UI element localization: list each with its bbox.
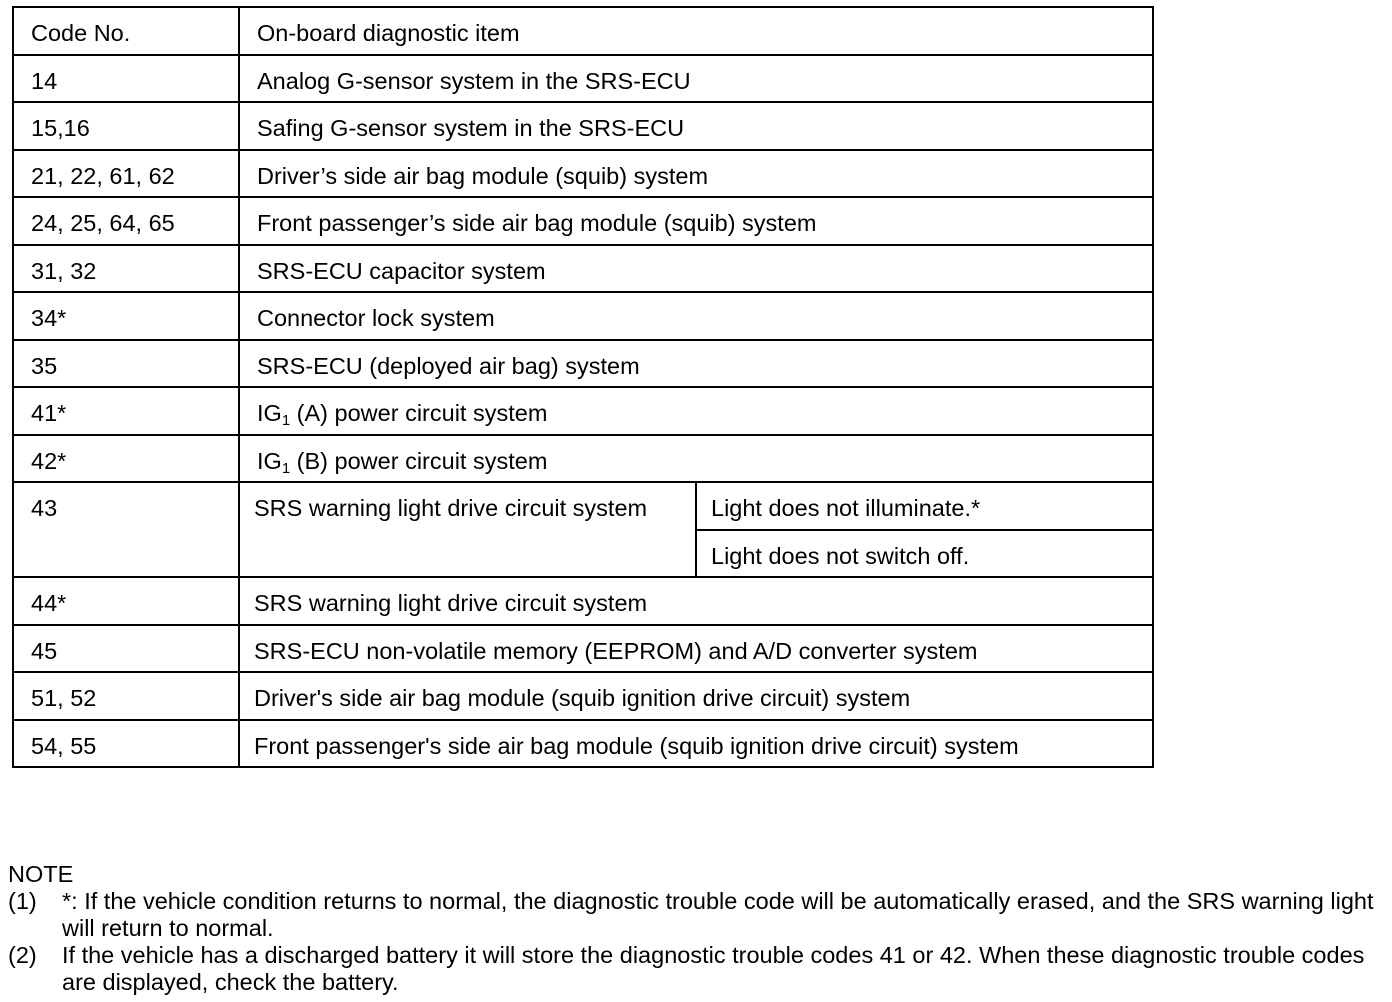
- code-cell: 42*: [13, 435, 239, 483]
- code-cell: 15,16: [13, 102, 239, 150]
- item-cell: Front passenger’s side air bag module (squib) system: [239, 197, 1153, 245]
- item-cell: Driver’s side air bag module (squib) system: [239, 150, 1153, 198]
- table-row: [13, 55, 1153, 103]
- item-prefix: IG: [257, 400, 282, 426]
- table-row: [13, 720, 1153, 768]
- table-row: [13, 340, 1153, 388]
- item-cell: Analog G-sensor system in the SRS-ECU: [239, 55, 1153, 103]
- item-cell: SRS-ECU (deployed air bag) system: [239, 340, 1153, 388]
- table-row: [13, 672, 1153, 720]
- code-cell: 45: [13, 625, 239, 673]
- table-row: [13, 197, 1153, 245]
- table-row: [13, 102, 1153, 150]
- item-cell: Driver's side air bag module (squib ignition drive circuit) system: [239, 672, 1153, 720]
- item-subscript: 1: [281, 412, 291, 429]
- note-section: [8, 861, 1388, 996]
- table-row: [13, 387, 1153, 435]
- note-heading: NOTE: [8, 861, 74, 887]
- code-cell: 54, 55: [13, 720, 239, 768]
- code-cell: 24, 25, 64, 65: [13, 197, 239, 245]
- item-cell: [239, 435, 1153, 483]
- diagnostic-code-table: [12, 6, 1154, 768]
- code-cell: 34*: [13, 292, 239, 340]
- item-prefix: IG: [257, 447, 282, 474]
- table-row: [13, 577, 1153, 625]
- code-cell: 14: [13, 55, 239, 103]
- note-number: (1): [8, 888, 37, 914]
- table-row: [13, 482, 1153, 530]
- item-cell: Safing G-sensor system in the SRS-ECU: [239, 102, 1153, 150]
- table-row: [13, 150, 1153, 198]
- code-cell: 31, 32: [13, 245, 239, 293]
- item-cell: [239, 387, 1153, 435]
- item-cell: Connector lock system: [239, 292, 1153, 340]
- table-row: [13, 245, 1153, 293]
- item-cell: SRS-ECU capacitor system: [239, 245, 1153, 293]
- note-item: [8, 942, 1388, 996]
- item-cell: SRS warning light drive circuit system: [239, 482, 696, 577]
- table-header-row: [13, 7, 1153, 55]
- header-item: On-board diagnostic item: [239, 7, 1153, 55]
- note-item: [8, 888, 1388, 942]
- item-cell: Front passenger's side air bag module (squib ignition drive circuit) system: [239, 720, 1153, 768]
- note-text: If the vehicle has a discharged battery it will store the diagnostic trouble codes 41 or 42. When these diagnostic trouble codes are displayed, check the battery.: [62, 942, 1365, 995]
- code-cell: 44*: [13, 577, 239, 625]
- table-row: [13, 435, 1153, 483]
- sub-item-cell: Light does not switch off.: [696, 530, 1153, 578]
- code-cell: 43: [13, 482, 239, 577]
- note-number: (2): [8, 942, 37, 968]
- item-suffix: (A) power circuit system: [290, 400, 548, 426]
- table-row: [13, 625, 1153, 673]
- header-code: Code No.: [13, 7, 239, 55]
- code-cell: 35: [13, 340, 239, 388]
- item-cell: SRS-ECU non-volatile memory (EEPROM) and A/D converter system: [239, 625, 1153, 673]
- item-suffix: (B) power circuit system: [290, 447, 548, 474]
- note-text: *: If the vehicle condition returns to normal, the diagnostic trouble code will be automatically erased, and the SRS warning light will return to normal.: [62, 888, 1374, 941]
- code-cell: 51, 52: [13, 672, 239, 720]
- item-cell: SRS warning light drive circuit system: [239, 577, 1153, 625]
- item-subscript: 1: [281, 459, 291, 477]
- code-cell: 41*: [13, 387, 239, 435]
- code-cell: 21, 22, 61, 62: [13, 150, 239, 198]
- table-row: [13, 292, 1153, 340]
- sub-item-cell: Light does not illuminate.*: [696, 482, 1153, 530]
